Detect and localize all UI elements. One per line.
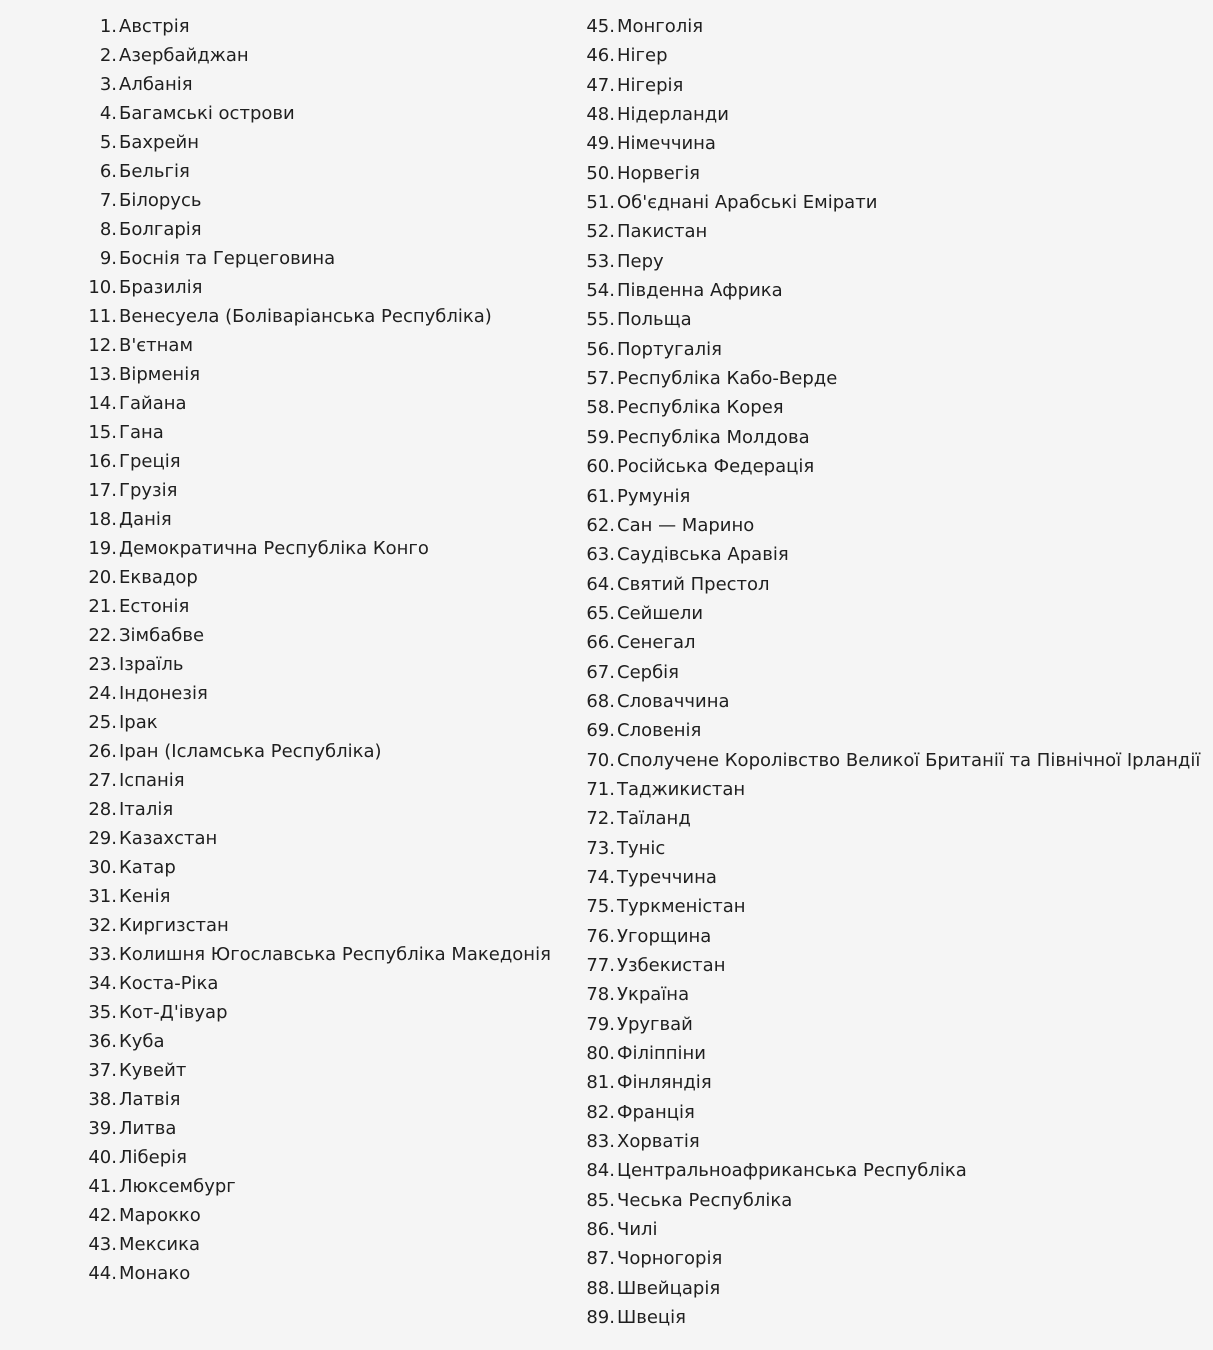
list-item-number: 49. xyxy=(586,133,615,155)
country-name: Чеська Республіка xyxy=(617,1189,793,1211)
country-name: Албанія xyxy=(119,74,193,95)
list-item xyxy=(84,1056,551,1085)
list-item xyxy=(84,534,551,563)
list-item xyxy=(582,482,1200,511)
list-item xyxy=(582,746,1200,775)
list-item-number: 84. xyxy=(586,1160,615,1182)
list-item-number: 28. xyxy=(88,799,117,820)
list-item xyxy=(582,1244,1200,1273)
list-item-number: 75. xyxy=(586,896,615,918)
country-name: Португалія xyxy=(617,338,722,360)
country-name: Республіка Кабо-Верде xyxy=(617,368,838,390)
country-name: Болгарія xyxy=(119,219,202,240)
list-item-number: 41. xyxy=(88,1176,117,1197)
list-item-number: 46. xyxy=(586,45,615,67)
list-item-number: 80. xyxy=(586,1043,615,1065)
country-name: Кенія xyxy=(119,886,171,907)
country-name: Туреччина xyxy=(617,866,717,888)
list-item xyxy=(84,302,551,331)
list-item-number: 9. xyxy=(99,248,117,269)
list-item xyxy=(84,998,551,1027)
list-item-number: 34. xyxy=(88,973,117,994)
country-name: Греція xyxy=(119,451,181,472)
list-item-number: 89. xyxy=(586,1307,615,1329)
country-name: Таїланд xyxy=(617,808,691,830)
country-name: Словенія xyxy=(617,720,702,742)
country-name: Філіппіни xyxy=(617,1043,707,1065)
list-item xyxy=(84,1085,551,1114)
list-item xyxy=(84,1172,551,1201)
country-name: Зімбабве xyxy=(119,625,205,646)
list-item-number: 3. xyxy=(99,74,117,95)
list-item-number: 19. xyxy=(88,538,117,559)
list-item xyxy=(582,423,1200,452)
list-item xyxy=(582,247,1200,276)
country-name: Пакистан xyxy=(617,221,708,243)
list-item-number: 48. xyxy=(586,104,615,126)
list-item-number: 65. xyxy=(586,602,615,624)
list-item-number: 23. xyxy=(88,654,117,675)
list-item-number: 10. xyxy=(88,277,117,298)
list-item xyxy=(582,188,1200,217)
list-item xyxy=(582,540,1200,569)
list-item xyxy=(84,911,551,940)
list-item-number: 57. xyxy=(586,368,615,390)
list-item-number: 43. xyxy=(88,1234,117,1255)
list-item xyxy=(84,940,551,969)
list-item-number: 85. xyxy=(586,1189,615,1211)
list-item-number: 54. xyxy=(586,280,615,302)
list-item xyxy=(582,892,1200,921)
list-item xyxy=(84,737,551,766)
country-name: Колишня Югославська Республіка Македонія xyxy=(119,944,551,965)
country-name: Естонія xyxy=(119,596,190,617)
country-name: Сан — Марино xyxy=(617,514,755,536)
list-item xyxy=(84,766,551,795)
country-name: Монголія xyxy=(617,16,704,37)
list-item-number: 32. xyxy=(88,915,117,936)
country-name: Австрія xyxy=(119,16,190,37)
list-item xyxy=(582,364,1200,393)
list-item-number: 81. xyxy=(586,1072,615,1094)
list-item xyxy=(582,1098,1200,1127)
list-item-number: 74. xyxy=(586,866,615,888)
list-item-number: 45. xyxy=(586,16,615,37)
list-item xyxy=(582,276,1200,305)
list-item xyxy=(84,621,551,650)
list-item xyxy=(582,452,1200,481)
list-item xyxy=(84,215,551,244)
list-item xyxy=(582,1156,1200,1185)
country-name: Ізраїль xyxy=(119,654,184,675)
country-name: Марокко xyxy=(119,1205,201,1226)
list-item-number: 87. xyxy=(586,1248,615,1270)
list-item-number: 11. xyxy=(88,306,117,327)
list-item xyxy=(84,70,551,99)
list-item-number: 24. xyxy=(88,683,117,704)
list-item-number: 39. xyxy=(88,1118,117,1139)
list-item-number: 30. xyxy=(88,857,117,878)
list-item xyxy=(84,1230,551,1259)
list-item xyxy=(582,41,1200,70)
list-item-number: 22. xyxy=(88,625,117,646)
country-name: Коста-Ріка xyxy=(119,973,219,994)
list-item xyxy=(84,1201,551,1230)
country-name: Німеччина xyxy=(617,133,716,155)
list-item xyxy=(84,824,551,853)
country-name: Об'єднані Арабські Емірати xyxy=(617,192,878,214)
list-item-number: 29. xyxy=(88,828,117,849)
list-item-number: 17. xyxy=(88,480,117,501)
country-name: Венесуела (Боліваріанська Республіка) xyxy=(119,306,492,327)
country-name: Кувейт xyxy=(119,1060,187,1081)
list-item xyxy=(582,305,1200,334)
country-name: Куба xyxy=(119,1031,165,1052)
country-name: Узбекистан xyxy=(617,955,726,976)
country-name: Латвія xyxy=(119,1089,181,1110)
country-list-left-column xyxy=(84,12,551,1288)
list-item xyxy=(84,650,551,679)
list-item-number: 35. xyxy=(88,1002,117,1023)
list-item xyxy=(84,853,551,882)
country-name: В'єтнам xyxy=(119,335,194,356)
list-item-number: 20. xyxy=(88,567,117,588)
list-item-number: 61. xyxy=(586,485,615,507)
list-item-number: 52. xyxy=(586,221,615,243)
country-name: Словаччина xyxy=(617,690,730,712)
list-item xyxy=(84,882,551,911)
list-item-number: 18. xyxy=(88,509,117,530)
list-item xyxy=(84,795,551,824)
country-name: Грузія xyxy=(119,480,178,501)
list-item xyxy=(84,360,551,389)
list-item-number: 25. xyxy=(88,712,117,733)
country-name: Туркменістан xyxy=(617,896,746,918)
list-item-number: 88. xyxy=(586,1277,615,1299)
country-name: Республіка Молдова xyxy=(617,426,810,448)
list-item-number: 82. xyxy=(586,1101,615,1123)
list-item-number: 38. xyxy=(88,1089,117,1110)
list-item xyxy=(84,708,551,737)
country-name: Багамські острови xyxy=(119,103,295,124)
country-name: Уругвай xyxy=(617,1013,693,1035)
country-name: Бахрейн xyxy=(119,132,199,153)
list-item xyxy=(582,834,1200,863)
list-item-number: 78. xyxy=(586,984,615,1006)
list-item-number: 5. xyxy=(99,132,117,153)
country-name: Швейцарія xyxy=(617,1277,721,1299)
list-item-number: 64. xyxy=(586,573,615,595)
country-name: Іран (Ісламська Республіка) xyxy=(119,741,382,762)
list-item xyxy=(84,1259,551,1288)
list-item-number: 72. xyxy=(586,808,615,830)
list-item-number: 42. xyxy=(88,1205,117,1226)
list-item xyxy=(84,505,551,534)
list-item xyxy=(84,563,551,592)
list-item xyxy=(84,331,551,360)
country-name: Нігер xyxy=(617,45,668,67)
country-name: Південна Африка xyxy=(617,280,783,302)
list-item xyxy=(84,969,551,998)
list-item-number: 79. xyxy=(586,1013,615,1035)
country-name: Люксембург xyxy=(119,1176,236,1197)
list-item xyxy=(582,775,1200,804)
list-item-number: 36. xyxy=(88,1031,117,1052)
list-item xyxy=(582,922,1200,951)
list-item-number: 56. xyxy=(586,338,615,360)
list-item-number: 27. xyxy=(88,770,117,791)
list-item xyxy=(582,511,1200,540)
list-item xyxy=(582,599,1200,628)
list-item xyxy=(582,1215,1200,1244)
list-item xyxy=(582,804,1200,833)
country-name: Таджикистан xyxy=(617,778,746,800)
list-item xyxy=(84,476,551,505)
country-name: Данія xyxy=(119,509,172,530)
country-name: Мексика xyxy=(119,1234,200,1255)
list-item-number: 50. xyxy=(586,162,615,184)
country-name: Бельгія xyxy=(119,161,190,182)
list-item-number: 70. xyxy=(586,749,615,771)
list-item xyxy=(84,389,551,418)
list-item xyxy=(84,447,551,476)
list-item-number: 77. xyxy=(586,955,615,976)
country-name: Україна xyxy=(617,984,690,1006)
country-name: Індонезія xyxy=(119,683,208,704)
list-item-number: 73. xyxy=(586,837,615,859)
list-item xyxy=(582,1127,1200,1156)
list-item-number: 12. xyxy=(88,335,117,356)
country-name: Сейшели xyxy=(617,602,704,624)
list-item xyxy=(582,159,1200,188)
country-name: Норвегія xyxy=(617,162,700,184)
list-item-number: 16. xyxy=(88,451,117,472)
list-item xyxy=(582,863,1200,892)
list-item xyxy=(84,41,551,70)
list-item xyxy=(582,129,1200,158)
country-name: Кот-Д'івуар xyxy=(119,1002,228,1023)
list-item-number: 71. xyxy=(586,778,615,800)
list-item-number: 62. xyxy=(586,514,615,536)
list-item-number: 68. xyxy=(586,690,615,712)
list-item xyxy=(582,12,1200,41)
list-item-number: 53. xyxy=(586,250,615,272)
list-item xyxy=(582,1303,1200,1332)
list-item xyxy=(84,12,551,41)
list-item-number: 4. xyxy=(99,103,117,124)
list-item-number: 83. xyxy=(586,1131,615,1153)
country-name: Вірменія xyxy=(119,364,201,385)
list-item-number: 55. xyxy=(586,309,615,331)
list-item xyxy=(582,1039,1200,1068)
list-item-number: 59. xyxy=(586,426,615,448)
list-item-number: 1. xyxy=(99,16,117,37)
country-name: Киргизстан xyxy=(119,915,229,936)
country-name: Румунія xyxy=(617,485,691,507)
country-name: Нідерланди xyxy=(617,104,729,126)
country-name: Швеція xyxy=(617,1307,687,1329)
list-item-number: 7. xyxy=(99,190,117,211)
list-item xyxy=(582,570,1200,599)
country-name: Перу xyxy=(617,250,664,272)
list-item-number: 8. xyxy=(99,219,117,240)
list-item-number: 40. xyxy=(88,1147,117,1168)
list-item xyxy=(582,335,1200,364)
country-name: Нігерія xyxy=(617,74,684,96)
country-name: Хорватія xyxy=(617,1131,700,1153)
list-item xyxy=(84,679,551,708)
country-name: Монако xyxy=(119,1263,191,1284)
country-name: Фінляндія xyxy=(617,1072,712,1094)
list-item-number: 86. xyxy=(586,1219,615,1241)
country-name: Російська Федерація xyxy=(617,456,815,478)
list-item-number: 14. xyxy=(88,393,117,414)
list-item xyxy=(582,628,1200,657)
country-name: Іспанія xyxy=(119,770,185,791)
list-item-number: 47. xyxy=(586,74,615,96)
country-list-right-column xyxy=(582,12,1200,1332)
list-item xyxy=(582,100,1200,129)
country-name: Сполучене Королівство Великої Британії та Північної Ірландії xyxy=(617,749,1201,771)
list-item-number: 69. xyxy=(586,720,615,742)
country-name: Угорщина xyxy=(617,925,712,947)
country-name: Литва xyxy=(119,1118,177,1139)
country-name: Франція xyxy=(617,1101,695,1123)
list-item-number: 66. xyxy=(586,632,615,654)
list-item-number: 26. xyxy=(88,741,117,762)
country-name: Саудівська Аравія xyxy=(617,544,789,566)
list-item xyxy=(84,128,551,157)
country-name: Демократична Республіка Конго xyxy=(119,538,429,559)
country-name: Центральноафриканська Республіка xyxy=(617,1160,967,1182)
list-item xyxy=(582,687,1200,716)
country-name: Італія xyxy=(119,799,174,820)
list-item-number: 60. xyxy=(586,456,615,478)
country-name: Гайана xyxy=(119,393,187,414)
list-item xyxy=(84,592,551,621)
list-item xyxy=(84,157,551,186)
list-item xyxy=(84,1114,551,1143)
list-item-number: 63. xyxy=(586,544,615,566)
list-item-number: 58. xyxy=(586,397,615,419)
country-name: Катар xyxy=(119,857,176,878)
country-name: Білорусь xyxy=(119,190,202,211)
list-item-number: 33. xyxy=(88,944,117,965)
country-name: Боснія та Герцеговина xyxy=(119,248,336,269)
list-item xyxy=(84,186,551,215)
country-name: Казахстан xyxy=(119,828,218,849)
country-name: Бразилія xyxy=(119,277,203,298)
country-name: Ірак xyxy=(119,712,158,733)
country-name: Еквадор xyxy=(119,567,198,588)
country-name: Туніс xyxy=(617,837,666,859)
country-name: Гана xyxy=(119,422,164,443)
list-item-number: 13. xyxy=(88,364,117,385)
list-item xyxy=(582,716,1200,745)
list-item-number: 31. xyxy=(88,886,117,907)
list-item-number: 6. xyxy=(99,161,117,182)
list-item xyxy=(582,951,1200,980)
list-item xyxy=(582,980,1200,1009)
list-item xyxy=(582,71,1200,100)
list-item xyxy=(84,244,551,273)
list-item xyxy=(582,1274,1200,1303)
country-name: Чорногорія xyxy=(617,1248,723,1270)
list-item-number: 44. xyxy=(88,1263,117,1284)
country-name: Святий Престол xyxy=(617,573,770,595)
list-item-number: 51. xyxy=(586,192,615,214)
country-name: Сенегал xyxy=(617,632,696,654)
list-item xyxy=(84,273,551,302)
country-name: Республіка Корея xyxy=(617,397,784,419)
list-item-number: 37. xyxy=(88,1060,117,1081)
list-item xyxy=(84,1027,551,1056)
country-name: Азербайджан xyxy=(119,45,249,66)
list-item xyxy=(84,1143,551,1172)
list-item xyxy=(84,418,551,447)
list-item-number: 2. xyxy=(99,45,117,66)
list-item-number: 67. xyxy=(586,661,615,683)
list-item-number: 15. xyxy=(88,422,117,443)
list-item xyxy=(582,658,1200,687)
list-item xyxy=(84,99,551,128)
list-item xyxy=(582,1186,1200,1215)
list-item xyxy=(582,1068,1200,1097)
country-name: Ліберія xyxy=(119,1147,187,1168)
country-name: Чилі xyxy=(617,1219,658,1241)
country-name: Сербія xyxy=(617,661,679,683)
list-item xyxy=(582,393,1200,422)
country-name: Польща xyxy=(617,309,692,331)
list-item-number: 21. xyxy=(88,596,117,617)
list-item xyxy=(582,1010,1200,1039)
list-item-number: 76. xyxy=(586,925,615,947)
list-item xyxy=(582,217,1200,246)
